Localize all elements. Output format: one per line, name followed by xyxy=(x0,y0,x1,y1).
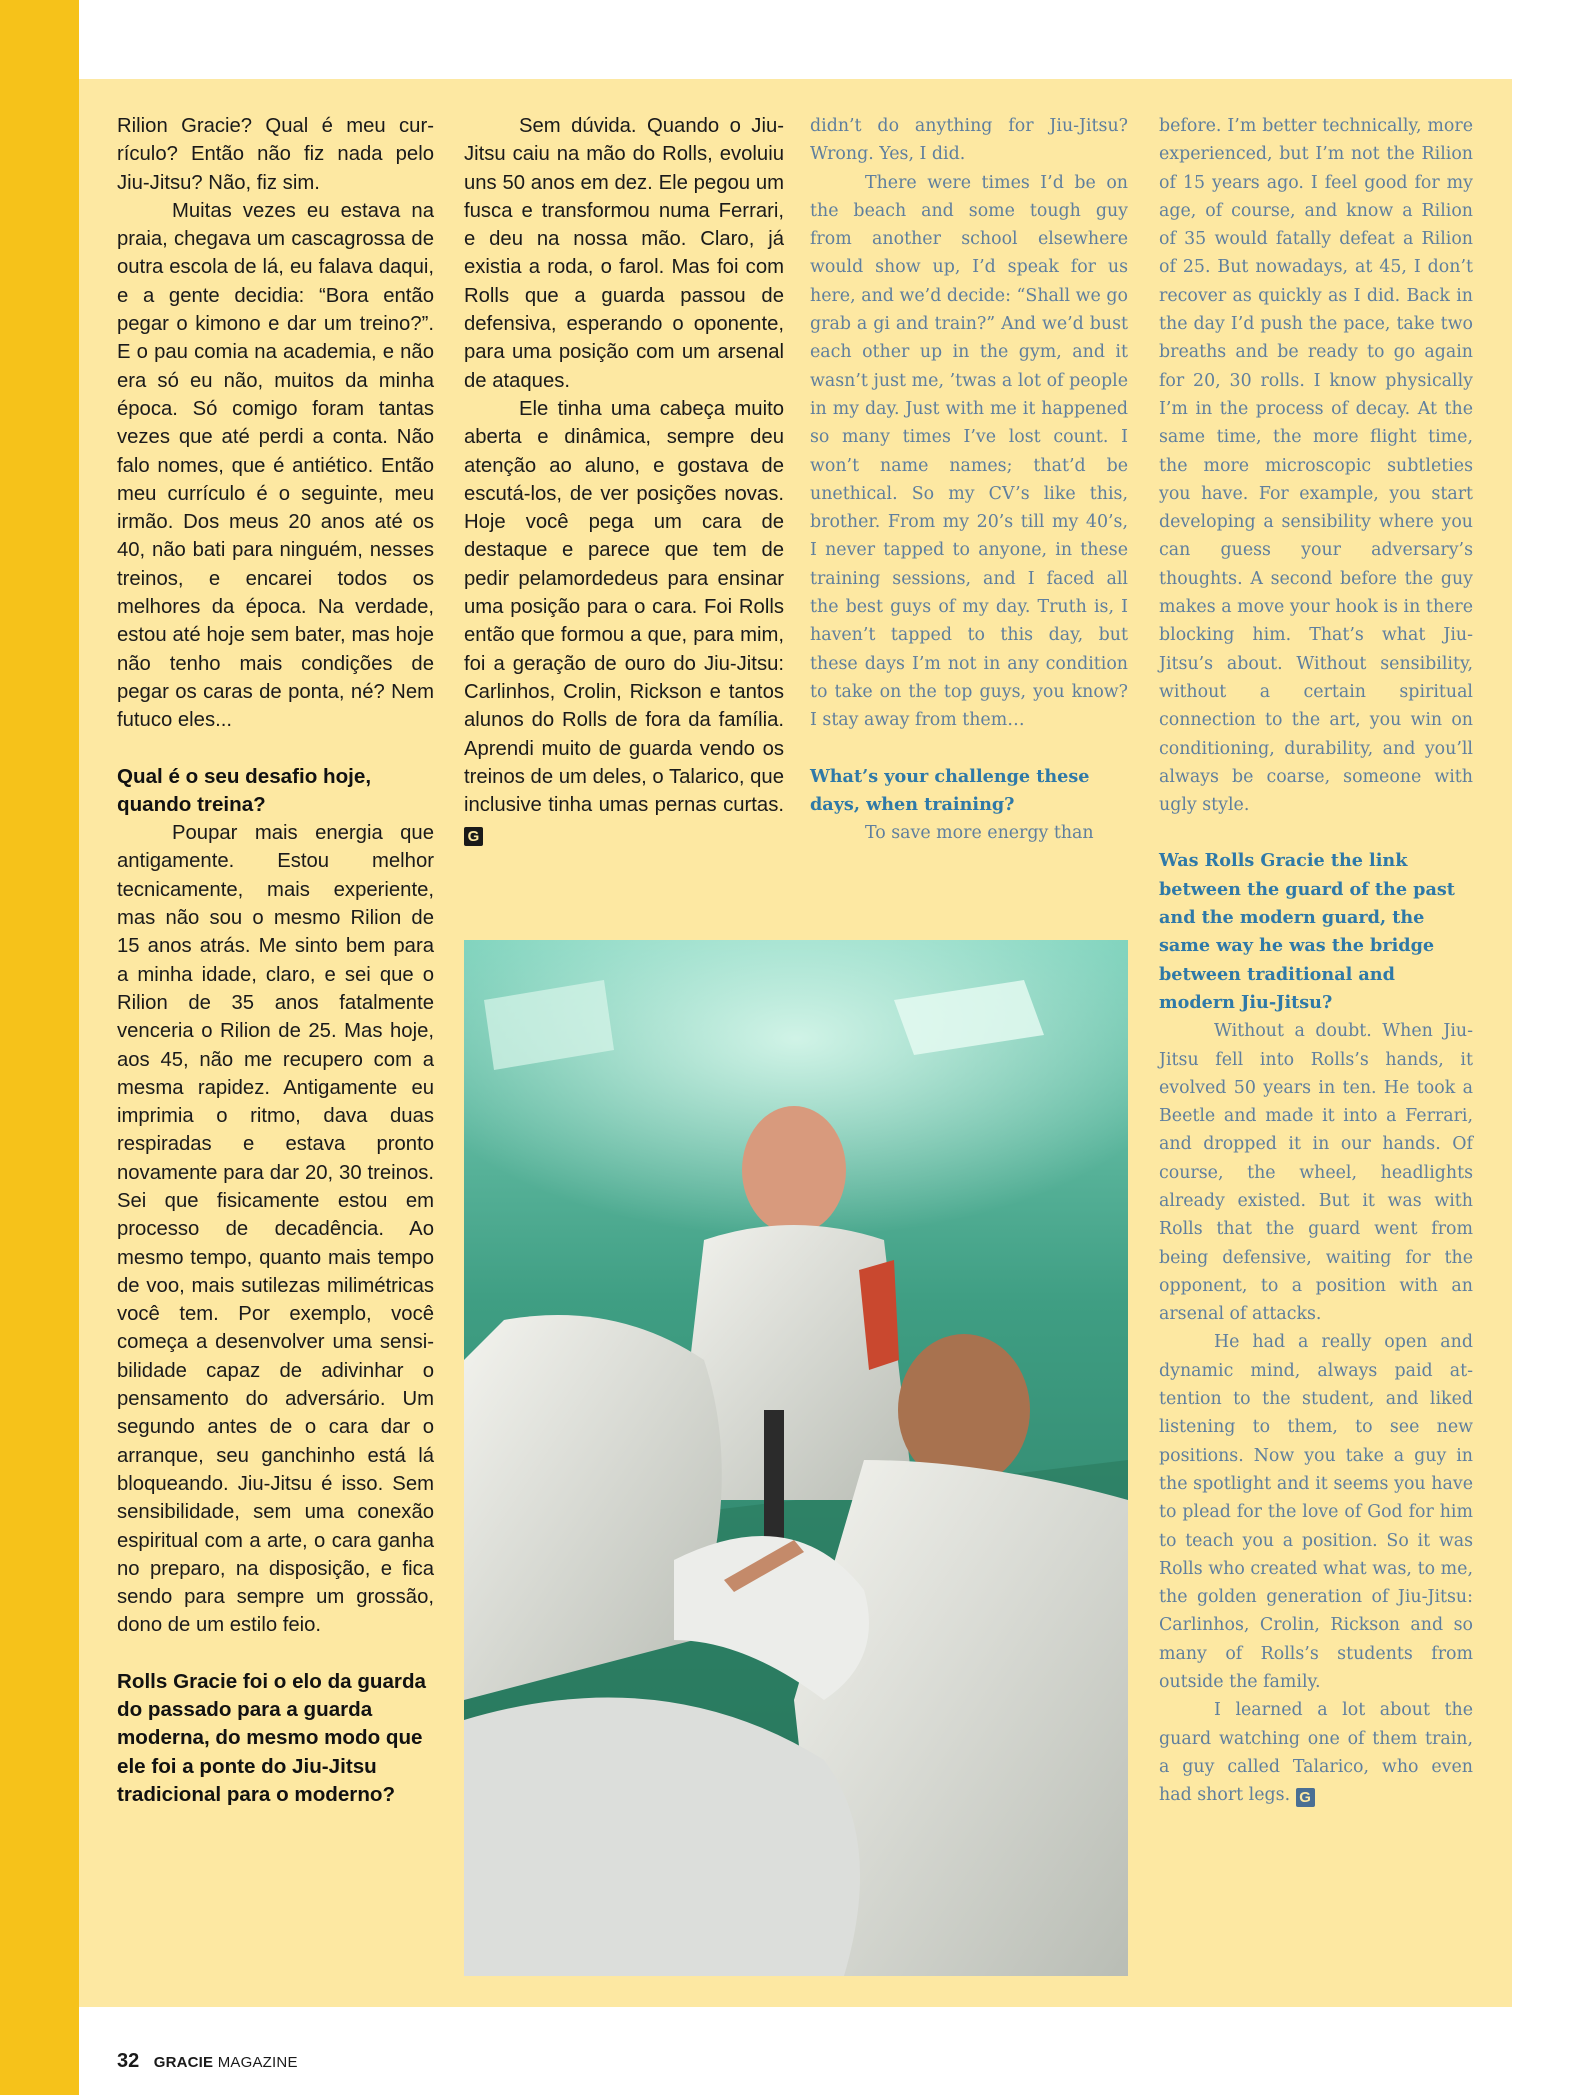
end-mark-icon: G xyxy=(1296,1788,1315,1807)
paragraph: There were times I’d be on the beach and some tough guy from another school elsewhere would show up, I’d speak for us here, and we’d decide: “Shall we go grab a gi and train?” And we’d bust each other up in the gym, and it wasn’t just me, ’twas a lot of people in my day. Just with me it happened so many times I’ve lost count. I won’t name names; that’d be unethical. So my CV’s like this, brother. From my 20’s till my 40’s, I never tapped to anyone, in these training sessions, and I faced all the best guys of my day. Truth is, I haven’t tapped to this day, but these days I’m not in any condition to take on the top guys, you know? I stay away from them… xyxy=(810,172,1128,731)
paragraph xyxy=(464,395,784,848)
paragraph: Sem dúvida. Quando o Jiu-Jitsu caiu na mão do Rolls, evoluiu uns 50 anos em dez. Ele pegou um fusca e transformou numa Ferrari, e deu na nossa mão. Claro, já existia a roda, o farol. Mas foi com Rolls que a guarda passou de defensiva, esperando o oponente, para uma posição com um arsenal de ataques. xyxy=(464,115,784,392)
interview-question: What’s your challenge these days, when training? xyxy=(810,765,1090,815)
paragraph: To save more energy than xyxy=(865,823,1094,844)
training-photo xyxy=(464,940,1128,1976)
paragraph: Without a doubt. When Jiu-Jitsu fell into Rolls’s hands, it evolved 50 years in ten. He took a Beetle and made it into a Ferrari, and dropped it in our hands. Of course, the wheel, headlights already existed. But it was with Rolls that the guard went from being defensive, waiting for the opponent, to a position with an arsenal of attacks. xyxy=(1159,1021,1473,1325)
paragraph xyxy=(1159,1696,1473,1809)
end-mark-icon: G xyxy=(464,827,483,846)
yellow-side-bar xyxy=(0,0,79,2095)
paragraph: Rilion Gracie? Qual é meu currículo? Então não fiz nada pelo Jiu-Jitsu? Não, fiz sim. xyxy=(117,115,434,194)
magazine-brand: GRACIE xyxy=(153,2054,214,2071)
interview-question: Was Rolls Gracie the link between the guard of the past and the modern guard, the same way he was the bridge between traditional and modern Jiu-Jitsu? xyxy=(1159,850,1455,1013)
magazine-name: MAGAZINE xyxy=(217,2054,298,2071)
interview-question: Rolls Gracie foi o elo da guarda do passado para a guarda moderna, do mesmo modo que ele foi a ponte do Jiu-Jitsu tradicional para o moderno? xyxy=(117,1669,426,1806)
paragraph: before. I’m better technically, more experienced, but I’m not the Rilion of 15 years ago. I feel good for my age, of course, and know a Rilion of 35 would fatally defeat a Rilion of 25. But nowadays, at 45, I don’t recover as quickly as I did. Back in the day I’d push the pace, take two breaths and be ready to go again for 20, 30 rolls. I know physically I’m in the process of decay. At the same time, the more flight time, the more microscopic subtleties you have. For example, you start developing a sensibility where you can guess your adversary’s thoughts. A second before the guy makes a move your hook is in there blocking him. That’s what Jiu-Jitsu’s about. Without sensibility, without a certain spiritual connection to the art, you win on conditioning, durability, and you’ll always be coarse, someone with ugly style. xyxy=(1159,116,1473,816)
portuguese-column-2 xyxy=(464,112,784,848)
interview-question: Qual é o seu desafio hoje, quando treina? xyxy=(117,764,372,816)
page-number: 32 xyxy=(117,2050,140,2072)
portuguese-column-1 xyxy=(117,112,434,1809)
english-column-1 xyxy=(810,112,1128,847)
paragraph: He had a really open and dynamic mind, always paid attention to the student, and liked listening to them, to see new positions. Now you take a guy in the spotlight and it seems you have to plead for the love of God for him to teach you a position. So it was Rolls who created what was, to me, the golden generation of Jiu-Jitsu: Carlinhos, Crolin, Rickson and so many of Rolls’s students from outside the family. xyxy=(1159,1332,1473,1693)
paragraph-text: I learned a lot about the guard watching one of them train, a guy called Talarico, who even had short legs. xyxy=(1159,1700,1473,1806)
paragraph: didn’t do anything for Jiu-Jitsu? Wrong. Yes, I did. xyxy=(810,116,1128,165)
paragraph: Poupar mais energia que antigamente. Estou melhor tecnicamente, mais experiente, mas não sou o mesmo Rilion de 15 anos atrás. Me sinto bem para a minha idade, claro, e sei que o Rilion de 35 anos fatalmente venceria o Rilion de 25. Mas hoje, aos 45, não me recupero com a mesma rapidez. Antigamente eu imprimia o ritmo, dava duas respiradas e estava pronto novamente para dar 20, 30 treinos. Sei que fisicamente estou em processo de decadência. Ao mesmo tempo, quanto mais tempo de voo, mais sutilezas milimétricas você tem. Por exemplo, você começa a desenvolver uma sensibilidade capaz de adivinhar o pensamento do adversário. Um segundo antes de o cara dar o arranque, seu ganchinho está lá bloqueando. Jiu-Jitsu é isso. Sem sensibilidade, sem uma conexão espiritual com a arte, o cara ganha no preparo, na disposição, e fica sendo para sempre um grossão, dono de um estilo feio. xyxy=(117,822,434,1637)
paragraph-text: Ele tinha uma cabeça muito aberta e dinâmica, sempre deu atenção ao aluno, e gostava de escutá-los, de ver posições novas. Hoje você pega um cara de destaque e parece que tem de pedir pelamordedeus para ensinar uma posição para o cara. Foi Rolls então que formou a que, para mim, foi a geração de ouro do Jiu-Jitsu: Carlinhos, Crolin, Rickson e tantos alunos do Rolls de fora da família. Aprendi muito de guarda vendo os treinos de um deles, o Talarico, que inclusive tinha umas pernas curtas. xyxy=(464,397,784,817)
paragraph: Muitas vezes eu estava na praia, chegava um cascagrossa de outra escola de lá, eu falava daqui, e a gente decidia: “Bora então pegar o kimono e dar um treino?”. E o pau comia na academia, e não era só eu não, muitos da minha época. Só comigo foram tantas vezes que até perdi a conta. Não falo nomes, que é antiético. Então meu currículo é o seguinte, meu irmão. Dos meus 20 anos até os 40, não bati para ninguém, nesses treinos, e encarei todos os melhores da época. Na verdade, estou até hoje sem bater, mas hoje não tenho mais condições de pegar os caras de ponta, né? Nem futuco eles... xyxy=(117,199,434,732)
english-column-2 xyxy=(1159,112,1473,1810)
page-footer xyxy=(117,2050,298,2073)
